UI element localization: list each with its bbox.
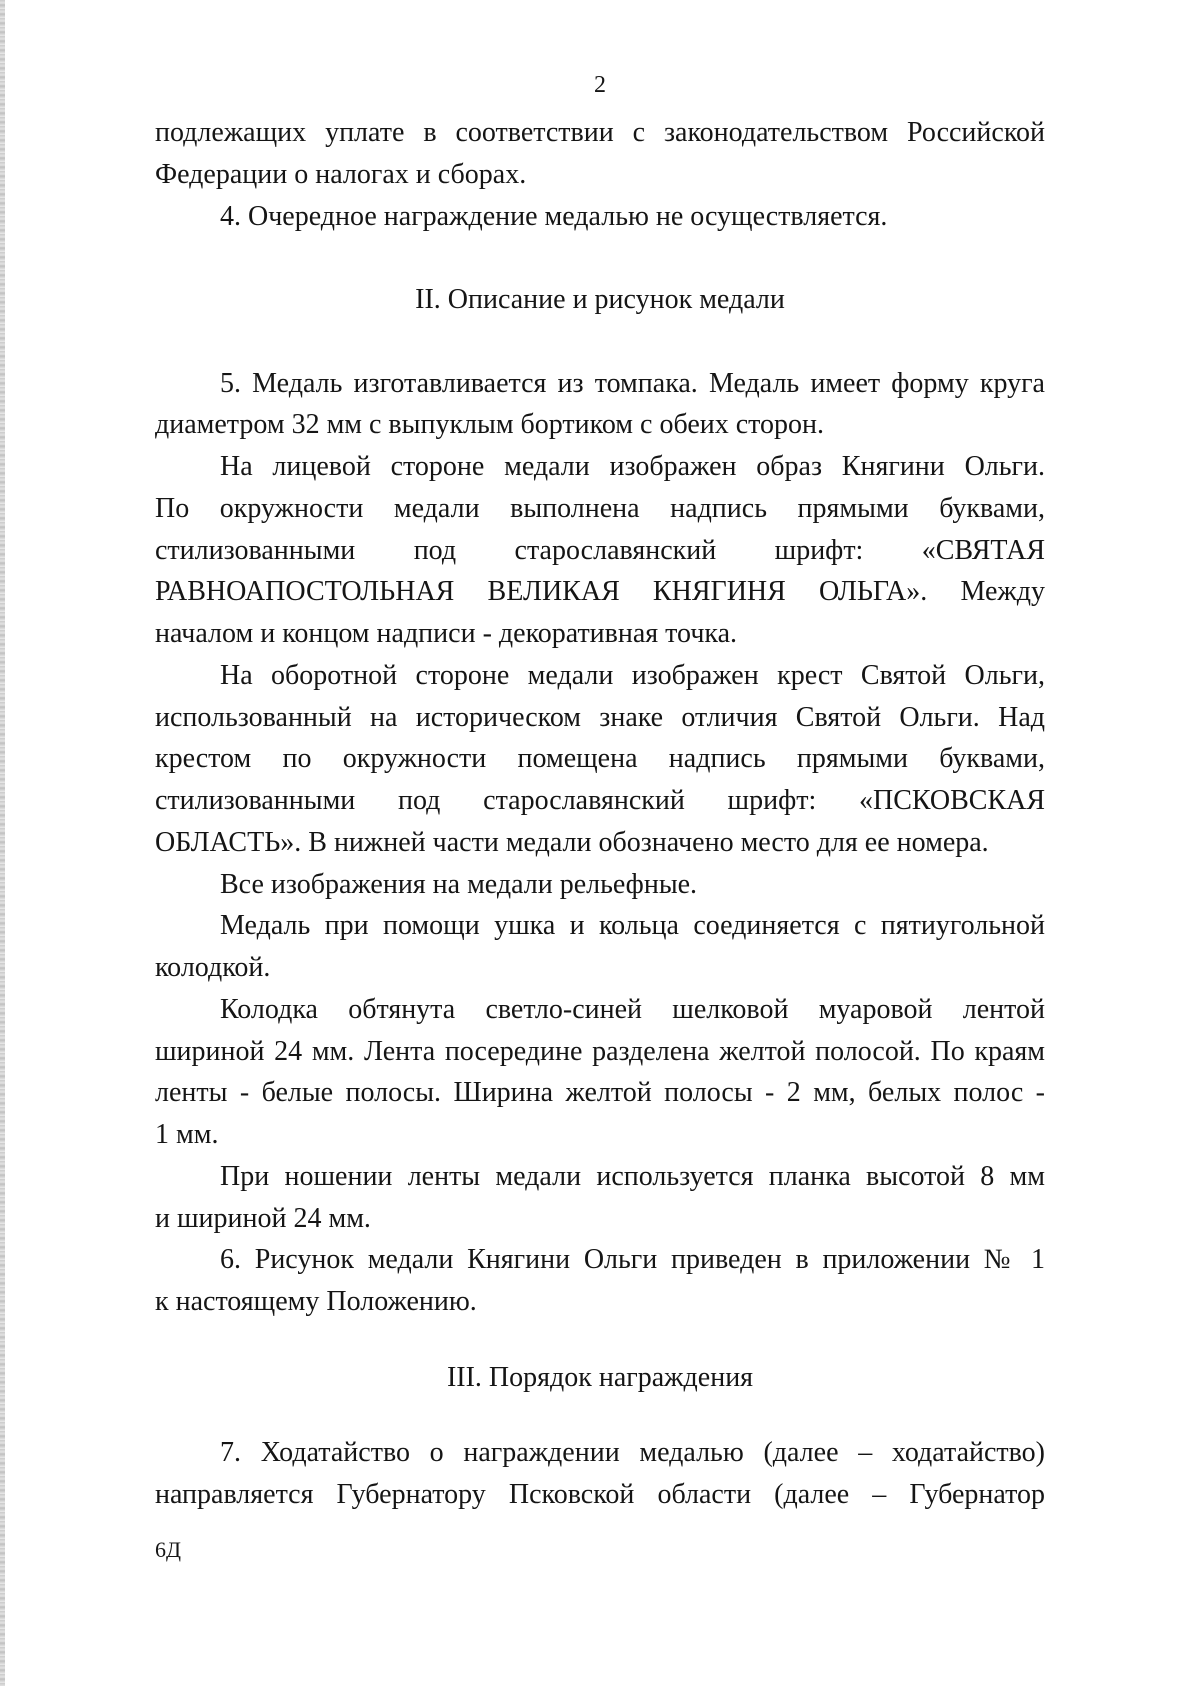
text-line: 6. Рисунок медали Княгини Ольги приведен в приложении № 1 xyxy=(220,1244,1045,1276)
scan-edge-artifact xyxy=(0,0,5,1686)
paragraph xyxy=(155,655,1045,864)
text-line: 5. Медаль изготавливается из томпака. Медаль имеет форму круга xyxy=(220,367,1045,399)
paragraph xyxy=(155,1432,1045,1516)
text-line: ленты - белые полосы. Ширина желтой полосы - 2 мм, белых полос - xyxy=(155,1077,1045,1109)
text-line: направляется Губернатору Псковской области (далее – Губернатор xyxy=(155,1479,1045,1510)
text-line: диаметром 32 мм с выпуклым бортиком с обеих сторон. xyxy=(155,409,825,441)
text-line: Все изображения на медали рельефные. xyxy=(220,868,698,900)
text-line: На лицевой стороне медали изображен образ Княгини Ольги. xyxy=(220,451,1045,482)
text-line: 7. Ходатайство о награждении медалью (далее – ходатайство) xyxy=(220,1437,1045,1469)
text-line: шириной 24 мм. Лента посередине разделена желтой полосой. По краям xyxy=(155,1035,1045,1067)
text-line: ОБЛАСТЬ». В нижней части медали обозначено место для ее номера. xyxy=(155,826,989,858)
footer-document-code: 6Д xyxy=(155,1537,182,1562)
paragraph xyxy=(155,363,1045,447)
text-line: началом и концом надписи - декоративная точка. xyxy=(155,618,738,649)
text-line: РАВНОАПОСТОЛЬНАЯ ВЕЛИКАЯ КНЯГИНЯ ОЛЬГА». Между xyxy=(155,576,1045,608)
paragraph xyxy=(155,1156,1045,1240)
page-number: 2 xyxy=(594,72,606,98)
text-line: подлежащих уплате в соответствии с законодательством Российской xyxy=(155,117,1045,148)
text-line: стилизованными под старославянский шрифт: «ПСКОВСКАЯ xyxy=(155,785,1045,816)
blank-line xyxy=(155,321,1045,363)
text-line: колодкой. xyxy=(155,952,271,983)
continuation-paragraph xyxy=(155,112,1045,196)
text-line: к настоящему Положению. xyxy=(155,1286,477,1317)
text-line: 1 мм. xyxy=(155,1119,219,1150)
text-line: Колодка обтянута светло-синей шелковой муаровой лентой xyxy=(220,993,1045,1025)
text-line: использованный на историческом знаке отличия Святой Ольги. Над xyxy=(155,701,1045,733)
text-line: 4. Очередное награждение медалью не осуществляется. xyxy=(220,200,888,232)
item-4-paragraph xyxy=(155,196,1045,238)
section-3-heading: III. Порядок награждения xyxy=(446,1362,754,1393)
paragraph xyxy=(155,1239,1045,1323)
section-2-body xyxy=(155,363,1045,1323)
paragraph xyxy=(155,989,1045,1156)
section-2-heading: II. Описание и рисунок медали xyxy=(415,284,785,315)
text-line: стилизованными под старославянский шрифт: «СВЯТАЯ xyxy=(155,534,1045,566)
paragraph xyxy=(155,864,1045,906)
text-line: и шириной 24 мм. xyxy=(155,1202,371,1234)
text-line: Федерации о налогах и сборах. xyxy=(155,158,527,190)
section-3-body xyxy=(155,1432,1045,1516)
text-line: На оборотной стороне медали изображен крест Святой Ольги, xyxy=(220,659,1045,691)
text-line: По окружности медали выполнена надпись прямыми буквами, xyxy=(155,492,1045,524)
text-line: крестом по окружности помещена надпись прямыми буквами, xyxy=(155,743,1045,775)
blank-line xyxy=(155,237,1045,279)
text-line: Медаль при помощи ушка и кольца соединяется с пятиугольной xyxy=(220,910,1045,942)
paragraph xyxy=(155,905,1045,989)
text-line: При ношении ленты медали используется планка высотой 8 мм xyxy=(220,1160,1045,1192)
document-body xyxy=(155,112,1045,1516)
paragraph xyxy=(155,446,1045,655)
